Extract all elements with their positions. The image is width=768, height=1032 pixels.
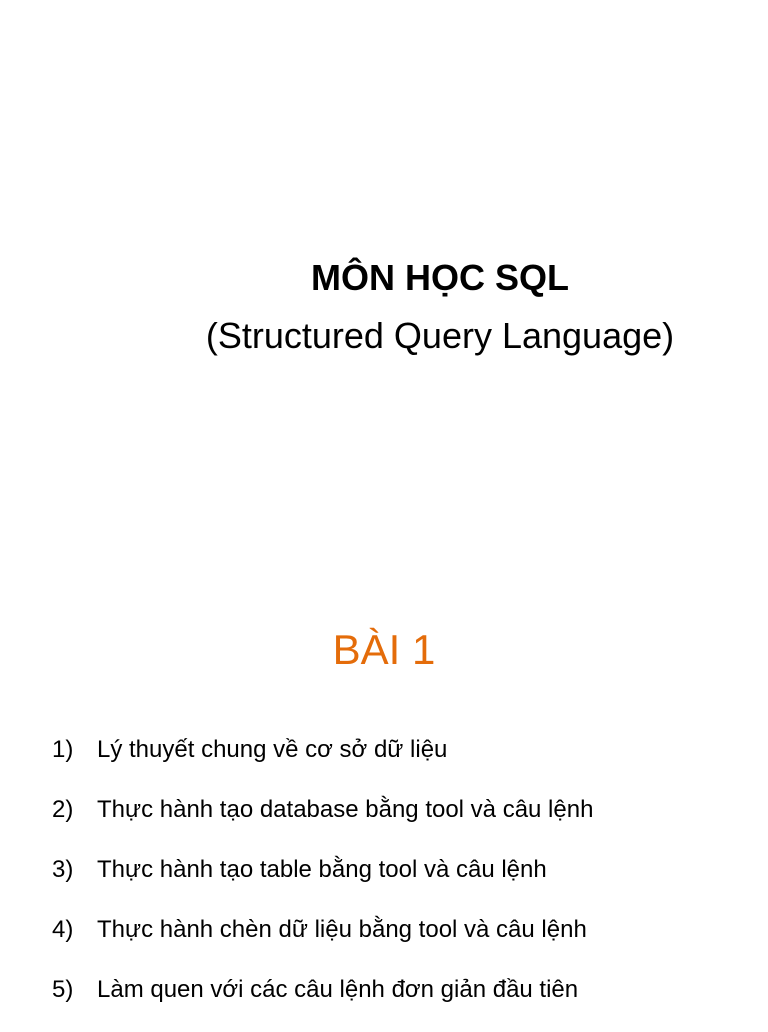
list-item bbox=[52, 972, 593, 1032]
list-item-text: Thực hành chèn dữ liệu bằng tool và câu lệnh bbox=[97, 916, 587, 943]
list-item-number: 2) bbox=[52, 796, 74, 823]
list-item-text: Làm quen với các câu lệnh đơn giản đầu tiên bbox=[97, 976, 579, 1003]
slide-title: MÔN HỌC SQL bbox=[311, 257, 569, 298]
lesson-heading: BÀI 1 bbox=[332, 626, 436, 673]
list-item-number: 1) bbox=[52, 736, 74, 763]
list-item bbox=[52, 732, 593, 792]
lesson-topic-list bbox=[52, 732, 593, 1032]
list-item bbox=[52, 912, 593, 972]
list-item-number: 5) bbox=[52, 976, 74, 1003]
list-item-text: Thực hành tạo table bằng tool và câu lệnh bbox=[97, 856, 547, 883]
list-item-number: 4) bbox=[52, 916, 74, 943]
slide-subtitle: (Structured Query Language) bbox=[205, 315, 675, 356]
list-item-number: 3) bbox=[52, 856, 74, 883]
list-item bbox=[52, 792, 593, 852]
list-item bbox=[52, 852, 593, 912]
list-item-text: Lý thuyết chung về cơ sở dữ liệu bbox=[97, 736, 448, 763]
list-item-text: Thực hành tạo database bằng tool và câu lệnh bbox=[97, 796, 594, 823]
